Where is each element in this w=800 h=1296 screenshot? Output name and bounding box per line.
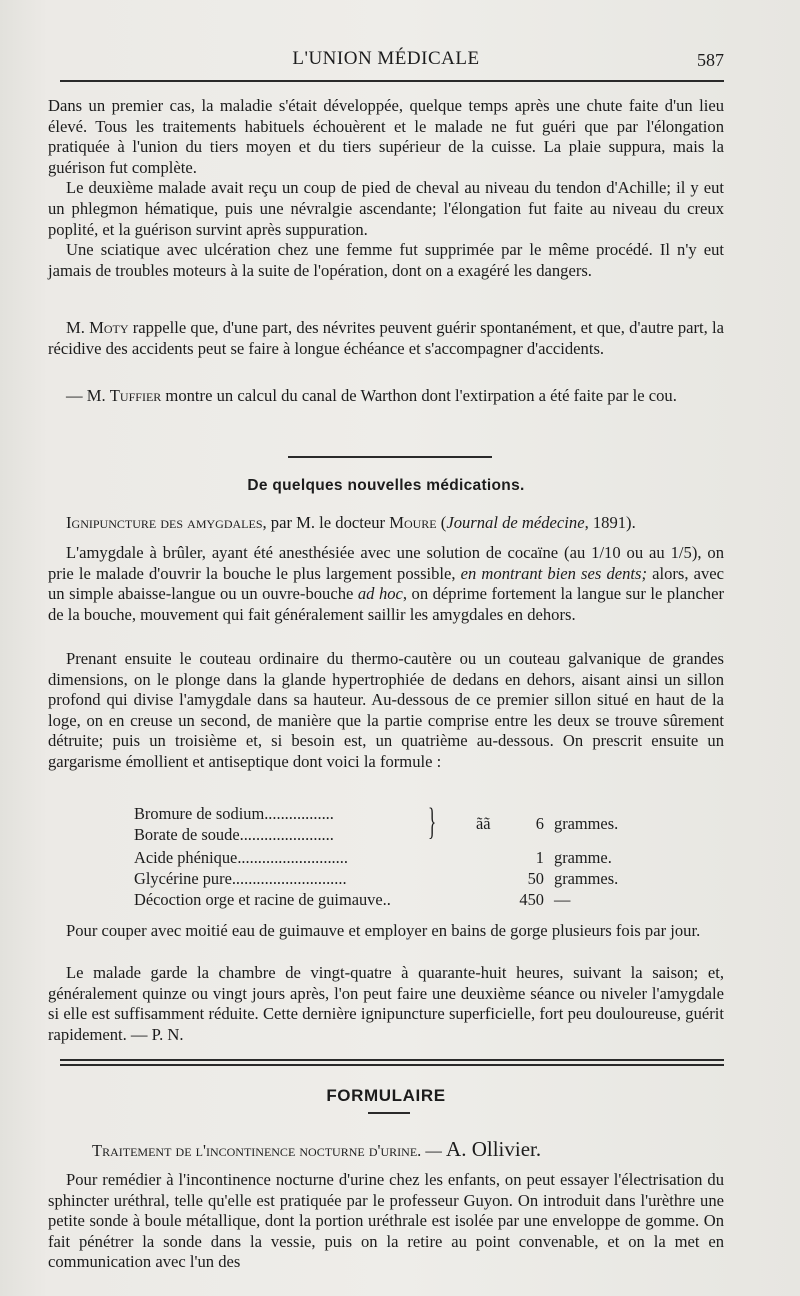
title-divider	[368, 1112, 410, 1114]
author-name: Moure	[389, 513, 437, 532]
ingredient-label: Bromure de sodium.................	[134, 804, 334, 823]
brace-glyph: }	[428, 801, 437, 843]
moty-text: rappelle que, d'une part, des névrites peuvent guérir spontanément, et que, d'autre part, la récidive des accidents peut se faire à longue échéance et s'accompagner d'accidents.	[48, 318, 724, 358]
ingredient-label: Glycérine pure............................	[134, 869, 347, 888]
paren-open: (	[436, 513, 447, 532]
paragraph-malade	[48, 963, 724, 1045]
ingredient-unit: grammes.	[554, 869, 619, 888]
formula-row	[134, 848, 644, 868]
ingredient-quantity: 450	[519, 890, 544, 909]
article-title: Ignipuncture des amygdales	[66, 513, 263, 532]
formula-row	[134, 890, 644, 910]
section-title: De quelques nouvelles médications.	[247, 477, 525, 494]
paragraph-text: Prenant ensuite le couteau ordinaire du thermo-cautère ou un couteau galvanique de grandes dimensions, on le plonge dans la glande hypertrophiée de dedans en dehors, aisant ainsi un sillon profond qui divise l'amygdale dans sa hauteur. Au-dessous de ce premier sillon situé en haut de la loge, on en creuse un second, de manière que la partie comprise entre les deux se trouve sûrement détruite; puis un troisième et, si besoin est, un quatrième au-dessous. On prescrit ensuite un gargarisme émollient et antiseptique dont voici la formule :	[48, 649, 724, 771]
text-span: , on déprime fortement la langue sur le plancher de la bouche, mouvement qui fait généralement saillir les amygdales en dehors.	[48, 584, 724, 624]
page-header	[48, 48, 724, 74]
ingredient-label: Acide phénique...........................	[134, 848, 348, 867]
traitement-heading	[92, 1137, 732, 1162]
journal-year: , 1891).	[584, 513, 636, 532]
formula-aa-group	[134, 801, 644, 846]
speaker-name: M. Moty	[66, 318, 129, 337]
tuffier-remark	[48, 386, 724, 407]
aa-mark: ãã	[476, 814, 491, 833]
header-rule	[60, 80, 724, 82]
speaker-name: Tuffier	[109, 386, 162, 405]
ingredient-label: Décoction orge et racine de guimauve..	[134, 890, 391, 909]
tuffier-prefix: — M.	[66, 386, 110, 405]
formulaire-title: FORMULAIRE	[326, 1086, 446, 1105]
section-double-rule-top	[60, 1059, 724, 1061]
paragraph-couper	[48, 921, 724, 942]
section-divider	[288, 456, 492, 458]
paragraph-final	[48, 1170, 724, 1273]
running-title: L'UNION MÉDICALE	[292, 48, 480, 69]
formula-row	[134, 869, 644, 889]
ingredient-quantity: 1	[535, 848, 544, 867]
ignipuncture-heading	[48, 513, 724, 534]
journal-name: Journal de médecine	[446, 513, 585, 532]
paragraph-couteau	[48, 649, 724, 773]
paragraph-sciatica: Une sciatique avec ulcération chez une femme fut supprimée par le même procédé. Il n'y eut jamais de troubles moteurs à la suite de l'opération, dont on a exagéré les dangers.	[48, 240, 724, 280]
text-span: alors, avec un simple abaisse-langue ou un ouvre-bouche	[48, 563, 725, 604]
ingredient-unit: —	[554, 890, 571, 909]
paragraph-first-case: Dans un premier cas, la maladie s'était développée, quelque temps après une chute faite d'un lieu élevé. Tous les traitements habituels échouèrent et le malade ne fut guéri que par l'élongation pratiquée à l'union du tiers moyen et du tiers supérieur de la cuisse. La plaie suppura, mais la guérison fut complète.	[48, 96, 724, 177]
paragraph-second-case: Le deuxième malade avait reçu un coup de pied de cheval au niveau du tendon d'Achille; il y eut un phlegmon hématique, puis une névralgie ascendante; l'élongation fut faite au niveau du creux poplité, et la guérison survint après suppuration.	[48, 178, 724, 239]
paragraph-text: Pour remédier à l'incontinence nocturne d'urine chez les enfants, on peut essayer l'électrisation du sphincter uréthral, telle qu'elle est pratiquée par le professeur Guyon. On introduit dans l'urèthre une petite sonde à boule métallique, dont la portion uréthrale est isolée par une enveloppe de gomme. On fait pénétrer la sonde dans la vessie, puis on la retire au point convenable, et on la met en communication avec l'un des	[48, 1170, 724, 1272]
article-continuation	[48, 96, 724, 281]
paragraph-amygdale	[48, 543, 724, 625]
paragraph-text: Le malade garde la chambre de vingt-quatre à quarante-huit heures, suivant la saison; et, généralement quinze ou vingt jours après, l'on peut faire une deuxième séance ou niveler l'amygdale si elle est suffisamment réduite. Cette dernière ignipuncture superficielle, fort peu douloureuse, guérit rapidement. — P. N.	[48, 963, 724, 1044]
page-number: 587	[697, 50, 724, 70]
italic-span: en montrant bien ses dents;	[460, 563, 647, 583]
traitement-author: A. Ollivier.	[446, 1137, 542, 1161]
section-double-rule-bottom	[60, 1064, 724, 1066]
text-span: L'amygdale à brûler, ayant été anesthésiée avec une solution de cocaïne (au 1/10 ou au 1/5), on prie le malade d'ouvrir la bouche le plus largement possible,	[48, 543, 724, 583]
byline-text: , par M. le docteur	[262, 513, 390, 532]
moty-remark	[48, 318, 724, 359]
ingredient-unit: gramme.	[554, 848, 612, 867]
italic-span: ad hoc	[357, 584, 403, 604]
tuffier-text: montre un calcul du canal de Warthon dont l'extirpation a été faite par le cou.	[161, 386, 677, 405]
traitement-title: Traitement de l'incontinence nocturne d'urine. —	[92, 1141, 447, 1160]
paragraph-text: Pour couper avec moitié eau de guimauve et employer en bains de gorge plusieurs fois par jour.	[66, 921, 701, 940]
ingredient-label: Borate de soude.......................	[134, 825, 334, 844]
ingredient-quantity: 50	[527, 869, 544, 888]
ingredient-quantity: 6	[535, 814, 544, 833]
ingredient-unit: grammes.	[554, 814, 619, 833]
